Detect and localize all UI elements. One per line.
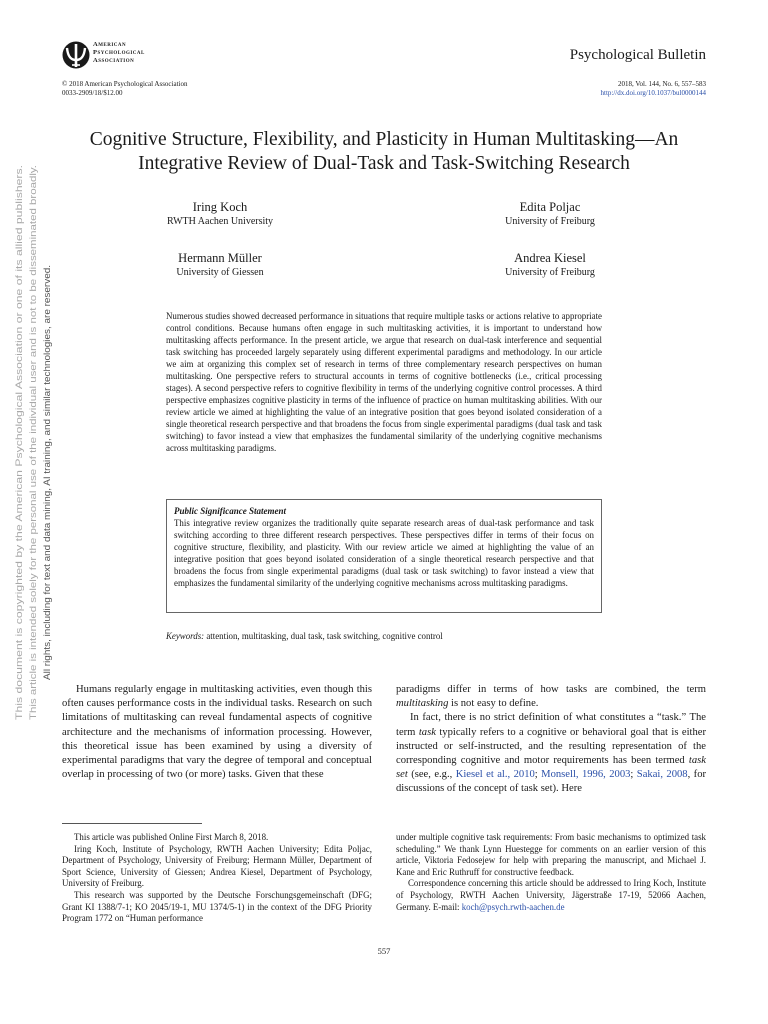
- article-title: [40, 128, 728, 176]
- emphasis: task: [418, 726, 436, 738]
- sidebar-line-1: This document is copyrighted by the American Psychological Association or one of its allied publishers.: [14, 284, 25, 720]
- significance-body: This integrative review organizes the traditionally quite separate research areas of dual-task performance and task switching according to three different research perspectives. These perspectives differ in terms of their focus on cognitive structure, flexibility, and plasticity. With our review article we aimed at highlighting the value of an integrative position that goes beyond isolated consideration of a single theoretical research perspective and that broadens the focus from single experimental paradigms (dual task or task switching) to favor instead a view that emphasizes the fundamental similarity of the underlying cognitive mechanisms across multitasking paradigms.: [174, 518, 594, 588]
- text-run: ;: [534, 769, 542, 781]
- author-block: [460, 250, 640, 279]
- body-column-right: [396, 683, 706, 797]
- footnote-rule: [62, 823, 202, 824]
- footnotes-right: [396, 832, 706, 913]
- citation-link[interactable]: Kiesel et al., 2010: [455, 769, 535, 781]
- publisher-line-1: American: [93, 41, 127, 48]
- author-affiliation: RWTH Aachen University: [166, 216, 274, 227]
- title-line-2: Integrative Review of Dual-Task and Task-Switching Research: [138, 153, 630, 174]
- author-block: [130, 250, 310, 279]
- apa-logo: [62, 40, 182, 72]
- sidebar-line-2: This article is intended solely for the personal use of the individual user and is not to be disseminated broadly.: [28, 255, 39, 720]
- text-run: ;: [630, 769, 637, 781]
- author-affiliation: University of Giessen: [176, 267, 264, 278]
- citation-link[interactable]: Monsell, 1996, 2003: [541, 769, 631, 781]
- emphasis: task set: [396, 755, 706, 781]
- footnote: This research was supported by the Deutsche Forschungsgemeinschaft (DFG; Grant KI 1388/7-1; KO 2045/19-1, MU 1374/5-1) in the context of the DFG Priority Program 1772 on “Human performance: [62, 889, 372, 924]
- abstract: Numerous studies showed decreased performance in situations that require multiple tasks or actions relative to appropriate control conditions. Because humans often engage in such multitasking activities, it is important to understand how multitasking affects performance. In the present article, we argue that research on dual-task interference and sequential task switching has proceeded largely separately using different experimental paradigms and methodology. In our article we aim at organizing this complex set of research in terms of three complementary research perspectives on human multitasking. One perspective refers to structural accounts in terms of cognitive bottlenecks (i.e., critical processing stages). A second perspective refers to cognitive flexibility in terms of the underlying cognitive control processes. A third perspective emphasizes cognitive plasticity in terms of the influence of practice on human multitasking abilities. With our review article we aimed at highlighting the value of an integrative position that goes beyond isolated consideration of a single theoretical research perspective and that broadens the focus from single experimental paradigms (dual task and task switching) to favor instead a view that emphasizes the fundamental similarity of the underlying cognitive mechanisms across multitasking paradigms.: [166, 311, 602, 453]
- keywords-text: attention, multitasking, dual task, task switching, cognitive control: [206, 631, 443, 641]
- text-run: In fact, there is no strict definition of what constitutes a “task.” The term: [396, 712, 706, 738]
- publisher-line-2: Psychological: [93, 49, 145, 56]
- author-affiliation: University of Freiburg: [505, 216, 595, 227]
- author-affiliation: University of Freiburg: [505, 267, 595, 278]
- keywords-label: Keywords:: [166, 631, 205, 641]
- text-run: paradigms differ in terms of how tasks are combined, the term: [396, 684, 706, 695]
- issn: 0033-2909/18/$12.00: [62, 88, 123, 97]
- copyright-block: [62, 80, 187, 97]
- sidebar-line-3: All rights, including for text and data mining, AI training, and similar technologies, are reserved.: [42, 303, 52, 680]
- doi-link[interactable]: http://dx.doi.org/10.1037/bul0000144: [600, 88, 706, 97]
- text-run: Correspondence concerning this article should be addressed to Iring Koch, Institute of Psychology, RWTH Aachen University, Jägerstraße 17-19, 52066 Aachen, Germany. E-mail:: [396, 878, 706, 912]
- footnote: [396, 878, 706, 913]
- body-paragraph: [396, 683, 706, 711]
- citation-block: [601, 80, 706, 97]
- text-run: is not easy to define.: [448, 698, 539, 710]
- body-paragraph: Humans regularly engage in multitasking activities, even though this often causes performance costs in the individual tasks. Research on such limitations of multitasking can reveal fundamental aspects of cognitive architecture and the mechanisms of information processing. However, this theoretical issue has been examined by using a diversity of experimental paradigms that vary the degree of temporal and conceptual overlap in processing of two (or more) tasks. Given that these: [62, 684, 372, 781]
- author-name: Andrea Kiesel: [514, 251, 586, 265]
- public-significance-statement: [166, 499, 602, 613]
- apa-psi-icon: [62, 40, 90, 70]
- text-run: typically refers to a cognitive or behavioral goal that is either instructed or self-instructed, and the resulting representation of the corresponding cognitive and motor requirements has been termed: [396, 726, 706, 767]
- footnote: under multiple cognitive task requirements: From basic mechanisms to optimized task scheduling.” We thank Lynn Huestegge for comments on an earlier version of this article, Viktoria Fedosejew for help with preparing the manuscript, and Michael J. Kane and Eric Ruthruff for constructive feedback.: [396, 832, 706, 877]
- keywords: [166, 630, 602, 642]
- journal-name: Psychological Bulletin: [569, 47, 706, 63]
- footnotes-left: [62, 832, 372, 925]
- volume-pages: 2018, Vol. 144, No. 6, 557–583: [617, 80, 706, 88]
- author-block: [130, 199, 310, 228]
- text-run: (see, e.g.,: [407, 769, 456, 781]
- body-column-left: [62, 683, 372, 782]
- emphasis: multitasking: [396, 698, 449, 710]
- copyright: © 2018 American Psychological Association: [62, 80, 188, 88]
- body-paragraph: [396, 711, 706, 796]
- author-name: Edita Poljac: [519, 200, 581, 214]
- author-name: Iring Koch: [192, 200, 248, 214]
- page-number: 557: [377, 946, 391, 956]
- copyright-sidebar: [8, 160, 68, 720]
- author-block: [460, 199, 640, 228]
- text-run: , for discussions of the concept of task set). Here: [396, 769, 707, 795]
- email-link[interactable]: koch@psych.rwth-aachen.de: [461, 901, 565, 912]
- footnote: Iring Koch, Institute of Psychology, RWTH Aachen University; Edita Poljac, Department of Psychology, University of Freiburg; Hermann Müller, Department of Sport Science, University of Giessen; Andrea Kiesel, Department of Psychology, University of Freiburg.: [62, 843, 372, 889]
- title-line-1: Cognitive Structure, Flexibility, and Plasticity in Human Multitasking—An: [89, 129, 679, 150]
- footnote: This article was published Online First March 8, 2018.: [74, 832, 269, 842]
- author-name: Hermann Müller: [178, 251, 262, 265]
- citation-link[interactable]: Sakai, 2008: [636, 769, 688, 781]
- significance-heading: Public Significance Statement: [174, 506, 286, 516]
- publisher-line-3: Association: [93, 57, 135, 64]
